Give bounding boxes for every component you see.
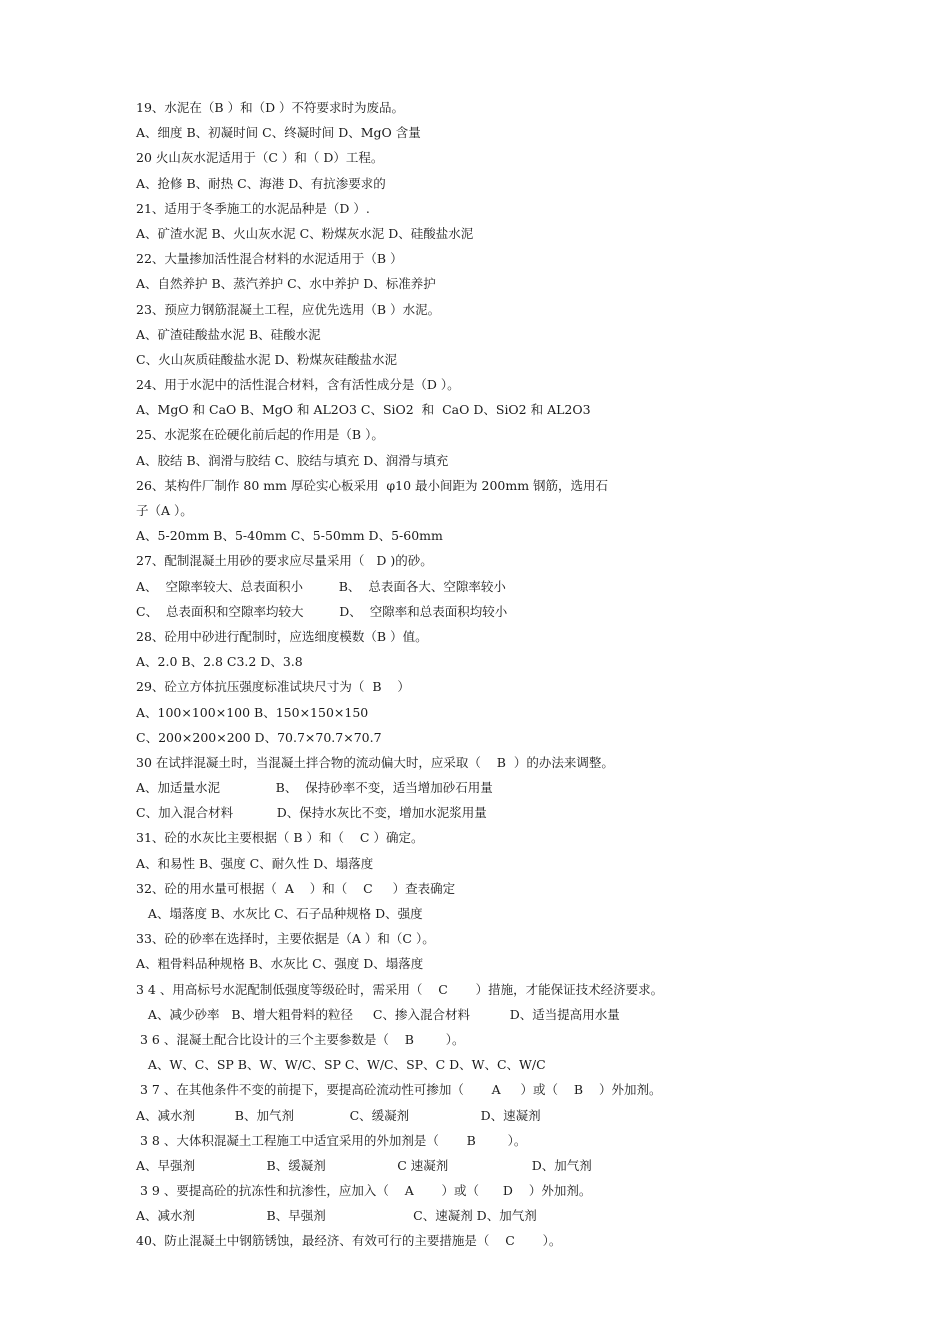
question-29-options-1: A、100×100×100 B、150×150×150	[136, 704, 369, 720]
question-37-options: A、减水剂 B、加气剂 C、缓凝剂 D、速凝剂	[136, 1107, 541, 1123]
question-30-options-2: C、加入混合材料 D、保持水灰比不变，增加水泥浆用量	[136, 805, 487, 821]
question-38-options: A、早强剂 B、缓凝剂 C 速凝剂 D、加气剂	[136, 1157, 592, 1173]
question-24: 24、用于水泥中的活性混合材料，含有活性成分是（D ）。	[136, 377, 460, 393]
question-20-options: A、抢修 B、耐热 C、海港 D、有抗渗要求的	[136, 175, 386, 191]
question-31: 31、砼的水灰比主要根据（ B ）和（ C ）确定。	[136, 830, 424, 846]
question-33-options: A、粗骨料品种规格 B、水灰比 C、强度 D、塌落度	[136, 956, 424, 972]
question-19-options: A、细度 B、初凝时间 C、终凝时间 D、MgO 含量	[136, 125, 421, 141]
question-27: 27、配制混凝土用砂的要求应尽量采用（ D )的砂。	[136, 553, 433, 569]
question-26-options: A、5-20mm B、5-40mm C、5-50mm D、5-60mm	[136, 528, 443, 544]
question-19: 19、水泥在（B ）和（D ）不符要求时为废品。	[136, 100, 405, 115]
question-32-options: A、塌落度 B、水灰比 C、石子品种规格 D、强度	[136, 906, 423, 921]
question-25: 25、水泥浆在砼硬化前后起的作用是（B ）。	[136, 427, 384, 443]
question-20: 20 火山灰水泥适用于（C ）和（ D）工程。	[136, 150, 384, 166]
question-34: 3 4 、用高标号水泥配制低强度等级砼时，需采用（ C ）措施，才能保证技术经济要求。	[136, 981, 664, 997]
question-37: 3 7 、在其他条件不变的前提下，要提高砼流动性可掺加（ A ）或（ B ）外加剂。	[136, 1082, 662, 1098]
question-26-continued: 子（A ）。	[136, 503, 193, 518]
question-31-options: A、和易性 B、强度 C、耐久性 D、塌落度	[136, 855, 374, 871]
question-25-options: A、胶结 B、润滑与胶结 C、胶结与填充 D、润滑与填充	[136, 452, 449, 468]
question-40: 40、防止混凝土中钢筋锈蚀，最经济、有效可行的主要措施是（ C ）。	[136, 1233, 562, 1249]
question-36-options: A、W、C、SP B、W、W/C、SP C、W/C、SP、C D、W、C、W/C	[136, 1057, 546, 1073]
question-34-options: A、减少砂率 B、增大粗骨料的粒径 C、掺入混合材料 D、适当提高用水量	[136, 1006, 620, 1022]
question-23-options-2: C、火山灰质硅酸盐水泥 D、粉煤灰硅酸盐水泥	[136, 351, 398, 367]
question-33: 33、砼的砂率在选择时，主要依据是（A ）和（C ）。	[136, 931, 435, 947]
question-21: 21、适用于冬季施工的水泥品种是（D ）.	[136, 200, 370, 216]
question-39-options: A、减水剂 B、早强剂 C、速凝剂 D、加气剂	[136, 1208, 537, 1224]
question-29-options-2: C、200×200×200 D、70.7×70.7×70.7	[136, 729, 382, 745]
question-27-options-1: A、 空隙率较大、总表面积小 B、 总表面各大、空隙率较小	[136, 578, 506, 594]
question-29: 29、砼立方体抗压强度标准试块尺寸为（ B ）	[136, 679, 410, 695]
question-32: 32、砼的用水量可根据（ A ）和（ C ）查表确定	[136, 880, 456, 896]
question-22: 22、大量掺加活性混合材料的水泥适用于（B ）	[136, 251, 403, 267]
question-28: 28、砼用中砂进行配制时，应选细度模数（B ）值。	[136, 628, 428, 644]
question-26: 26、某构件厂制作 80 mm 厚砼实心板采用 φ10 最小间距为 200mm 钢筋，选用石	[136, 477, 609, 493]
question-36: 3 6 、混凝土配合比设计的三个主要参数是（ B ）。	[136, 1031, 465, 1047]
question-28-options: A、2.0 B、2.8 C3.2 D、3.8	[136, 654, 303, 670]
question-list	[136, 95, 856, 1254]
question-22-options: A、自然养护 B、蒸汽养护 C、水中养护 D、标准养护	[136, 276, 436, 292]
question-24-options: A、MgO 和 CaO B、MgO 和 AL2O3 C、SiO2 和 CaO D、SiO2 和 AL2O3	[136, 402, 591, 418]
question-21-options: A、矿渣水泥 B、火山灰水泥 C、粉煤灰水泥 D、硅酸盐水泥	[136, 225, 474, 241]
question-38: 3 8 、大体积混凝土工程施工中适宜采用的外加剂是（ B ）。	[136, 1132, 527, 1148]
question-39: 3 9 、要提高砼的抗冻性和抗渗性，应加入（ A ）或（ D ）外加剂。	[136, 1183, 592, 1199]
question-23: 23、预应力钢筋混凝土工程，应优先选用（B ）水泥。	[136, 301, 441, 317]
question-23-options-1: A、矿渣硅酸盐水泥 B、硅酸水泥	[136, 326, 321, 342]
question-27-options-2: C、 总表面积和空隙率均较大 D、 空隙率和总表面积均较小	[136, 603, 508, 619]
question-30: 30 在试拌混凝土时，当混凝土拌合物的流动偏大时，应采取（ B ）的办法来调整。	[136, 754, 614, 770]
question-30-options-1: A、加适量水泥 B、 保持砂率不变，适当增加砂石用量	[136, 780, 493, 796]
